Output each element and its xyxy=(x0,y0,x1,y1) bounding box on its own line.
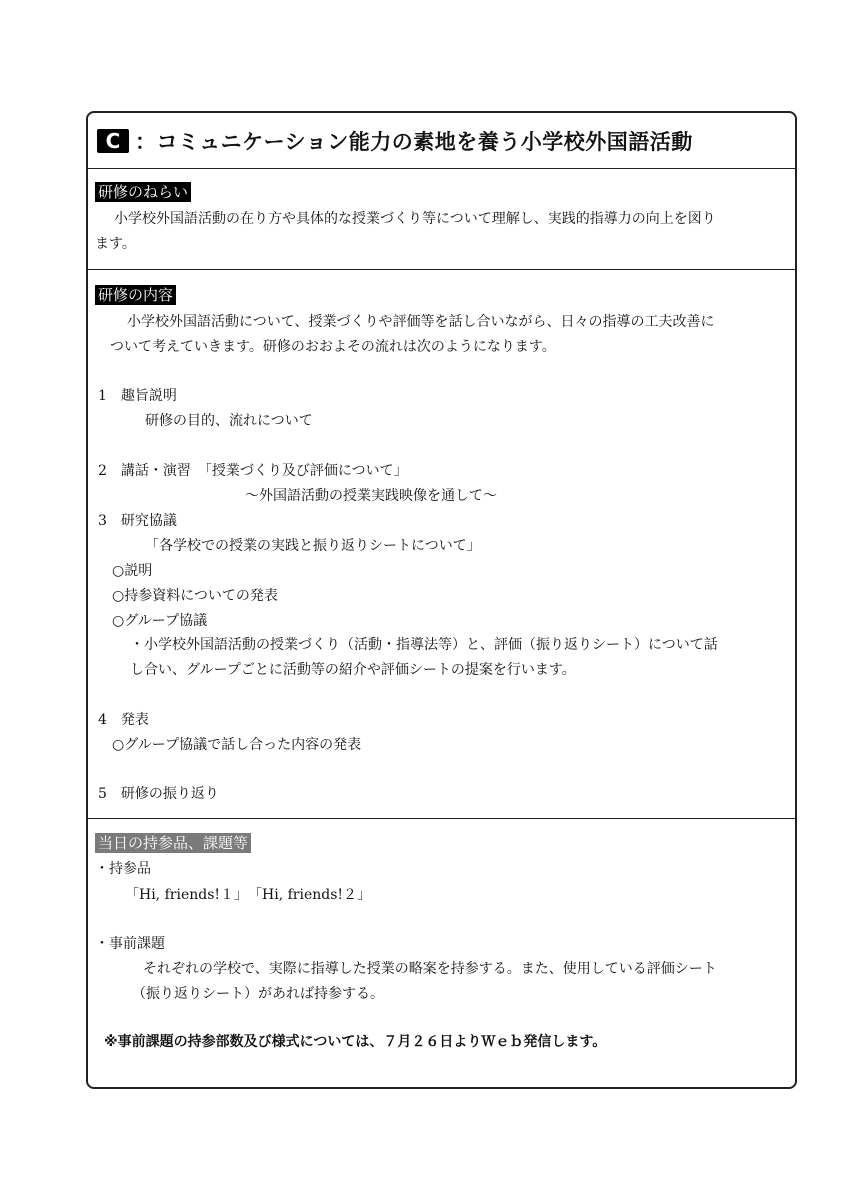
content-intro-line1: 小学校外国語活動について、授業づくりや評価等を話し合いながら、日々の指導の工夫改善に xyxy=(127,314,715,330)
bring-section xyxy=(88,818,795,1089)
item5-title: 5 研修の振り返り xyxy=(98,786,219,802)
task-label: ・事前課題 xyxy=(95,936,165,952)
item4-title: 4 発表 xyxy=(98,712,149,728)
aim-text-line1: 小学校外国語活動の在り方や具体的な授業づくり等について理解し、実践的指導力の向上を図り xyxy=(114,211,716,227)
bring-items-label: ・持参品 xyxy=(95,861,151,877)
aim-text-line2: ます。 xyxy=(95,236,136,252)
task-line2: （振り返りシート）があれば持参する。 xyxy=(132,986,384,1002)
page-title: ：コミュニケーション能力の素地を養う小学校外国語活動 xyxy=(135,129,693,154)
item3-bullet-group: ○グループ協議 xyxy=(112,613,208,629)
bring-heading: 当日の持参品、課題等 xyxy=(95,833,251,853)
item2-title: 2 講話・演習 「授業づくり及び評価について」 xyxy=(98,463,408,479)
bring-items-value: 「Hi, friends!１」 「Hi, friends!２」 xyxy=(125,887,372,903)
item2-subtitle: ～外国語活動の授業実践映像を通して～ xyxy=(245,488,497,504)
task-line1: それぞれの学校で、実際に指導した授業の略案を持参する。また、使用している評価シート xyxy=(143,961,717,977)
item3-title: 3 研究協議 xyxy=(98,513,177,529)
item3-subtitle: 「各学校での授業の実践と振り返りシートについて」 xyxy=(145,538,481,554)
content-intro-line2: ついて考えていきます。研修のおおよその流れは次のようになります。 xyxy=(110,339,556,355)
item3-desc-line2: し合い、グループごとに活動等の紹介や評価シートの提案を行います。 xyxy=(130,662,576,678)
training-info-frame xyxy=(86,111,797,1089)
item1-detail: 研修の目的、流れについて xyxy=(145,413,313,429)
course-badge: C xyxy=(97,129,129,153)
item4-bullet: ○グループ協議で話し合った内容の発表 xyxy=(112,737,362,753)
content-heading: 研修の内容 xyxy=(95,285,176,305)
aim-section xyxy=(88,168,795,270)
web-notice: ※事前課題の持参部数及び様式については、７月２６日よりＷｅｂ発信します。 xyxy=(104,1034,607,1050)
title-row xyxy=(88,113,795,169)
aim-heading: 研修のねらい xyxy=(95,182,191,202)
item3-bullet-materials: ○持参資料についての発表 xyxy=(112,588,278,604)
item3-bullet-explanation: ○説明 xyxy=(112,563,153,579)
content-section xyxy=(88,269,795,819)
item3-desc-line1: ・小学校外国語活動の授業づくり（活動・指導法等）と、評価（振り返りシート）について話 xyxy=(130,637,718,653)
item1-title: 1 趣旨説明 xyxy=(98,388,177,404)
